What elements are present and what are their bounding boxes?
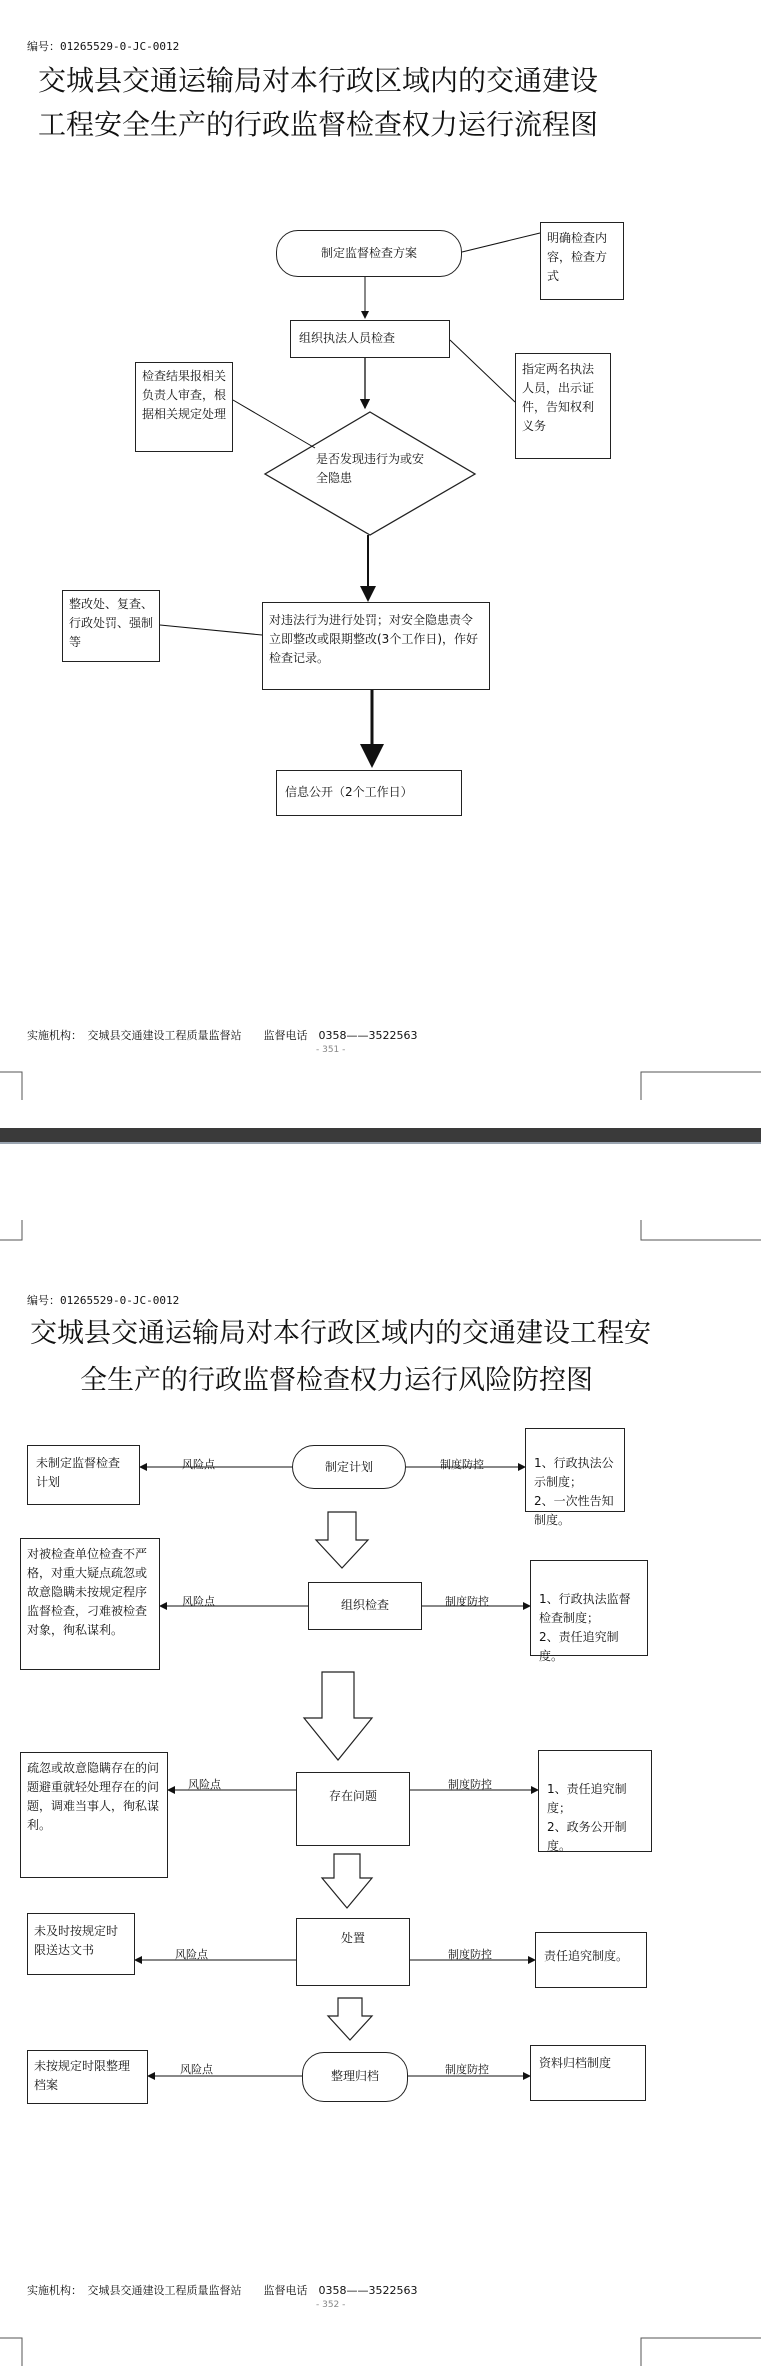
note-review-result [135,362,233,452]
center-node-1 [292,1445,406,1489]
risk-box-5 [27,2050,148,2104]
page2-title-line2: 全生产的行政监督检查权力运行风险防控图 [80,1365,593,1396]
block-arrow-4 [328,1998,372,2040]
risk-text-1: 未制定监督检查计划 [36,1456,121,1489]
center-node-4 [296,1918,410,1986]
center-node-5-label: 整理归档 [330,2069,379,2083]
control-label-4: 制度防控 [448,1948,492,1961]
flow-step-publish-label: 信息公开（2个工作日） [285,785,413,799]
risk-box-1 [27,1445,140,1505]
decision-label: 是否发现违行为或安全隐患 [316,452,425,485]
note-inspectors-text: 指定两名执法人员，出示证件，告知权利义务 [522,362,595,433]
note-plan-content [540,222,624,300]
page-separator [0,1128,761,1142]
control-text-3: 1、责任追究制度； 2、政务公开制度。 [547,1782,627,1853]
flow-step-plan [276,230,462,277]
control-box-1 [525,1428,625,1527]
note-inspectors [515,353,611,459]
center-node-3-label: 存在问题 [328,1789,377,1803]
control-text-5: 资料归档制度 [539,2056,612,2070]
risk-label-5: 风险点 [180,2063,213,2076]
control-label-2: 制度防控 [445,1595,489,1608]
flowchart-connectors [0,0,761,1100]
connector-note1 [462,233,540,252]
page2-bottom-corner-marks [0,2320,761,2366]
risk-label-3: 风险点 [188,1778,221,1791]
center-node-2-label: 组织检查 [340,1598,389,1612]
risk-label-4: 风险点 [175,1948,208,1961]
center-node-3 [296,1772,410,1846]
flow-step-publish [276,770,462,816]
note-review-result-text: 检查结果报相关负责人审查，根据相关规定处理 [142,369,227,421]
connector-note-left2 [160,625,262,635]
flow-step-inspect [290,320,450,358]
control-label-5: 制度防控 [445,2063,489,2076]
control-label-3: 制度防控 [448,1778,492,1791]
note-plan-content-text: 明确检查内容，检查方式 [547,231,608,283]
note-rectify [62,590,160,662]
page-number: - 351 - [316,1045,346,1055]
control-text-1: 1、行政执法公示制度； 2、一次性告知制度。 [534,1456,614,1527]
center-node-5 [302,2052,408,2102]
page-separator-light [0,1142,761,1144]
block-arrow-2 [304,1672,372,1760]
control-box-5 [530,2045,646,2101]
risk-text-3: 疏忽或故意隐瞒存在的问题避重就轻处理存在的问题，调难当事人，徇私谋利。 [27,1761,160,1832]
risk-text-5: 未按规定时限整理档案 [34,2059,131,2092]
flow-step-inspect-label: 组织执法人员检查 [299,331,396,345]
note-rectify-text: 整改处、复查、行政处罚、强制等 [69,597,154,649]
risk-box-4 [27,1913,135,1975]
page2-corner-marks [0,1220,761,1260]
control-box-2 [530,1560,648,1663]
footer-org-page2: 实施机构： 交城县交通建设工程质量监督站 监督电话 0358——3522563 [27,2284,418,2297]
flow-step-penalty [262,602,490,690]
flow-step-penalty-text: 对违法行为进行处罚；对安全隐患责令立即整改或限期整改(3个工作日)，作好检查记录。 [269,613,478,665]
block-arrow-1 [316,1512,368,1568]
risk-box-3 [20,1752,168,1878]
flow-step-plan-label: 制定监督检查方案 [320,246,417,260]
page-number-page2: - 352 - [316,2300,346,2310]
page1-corner-marks [0,1060,761,1120]
block-arrow-3 [322,1854,372,1908]
control-text-4: 责任追究制度。 [544,1949,629,1963]
control-text-2: 1、行政执法监督检查制度； 2、责任追究制度。 [539,1592,631,1663]
risk-text-4: 未及时按规定时限送达文书 [34,1924,119,1957]
connector-note-left [233,400,315,448]
control-box-3 [538,1750,652,1852]
center-node-2 [308,1582,422,1630]
page-title-line1: 交城县交通运输局对本行政区域内的交通建设 [38,64,599,97]
risk-box-2 [20,1538,160,1670]
page-title-line2: 工程安全生产的行政监督检查权力运行流程图 [38,108,599,141]
risk-label-1: 风险点 [182,1458,215,1471]
doc-code: 编号：01265529-0-JC-0012 [27,40,180,53]
control-label-1: 制度防控 [440,1458,484,1471]
connector-note2 [450,340,515,402]
footer-org: 实施机构： 交城县交通建设工程质量监督站 监督电话 0358——3522563 [27,1029,418,1042]
risk-text-2: 对被检查单位检查不严格，对重大疑点疏忽或故意隐瞒未按规定程序监督检查，刁难被检查对象，徇私谋利。 [27,1547,148,1637]
center-node-1-label: 制定计划 [324,1460,373,1474]
risk-label-2: 风险点 [182,1595,215,1608]
center-node-4-label: 处置 [340,1931,365,1945]
doc-code-page2: 编号：01265529-0-JC-0012 [27,1294,180,1307]
control-box-4 [535,1932,647,1988]
page2-title-line1: 交城县交通运输局对本行政区域内的交通建设工程安 [30,1318,651,1349]
